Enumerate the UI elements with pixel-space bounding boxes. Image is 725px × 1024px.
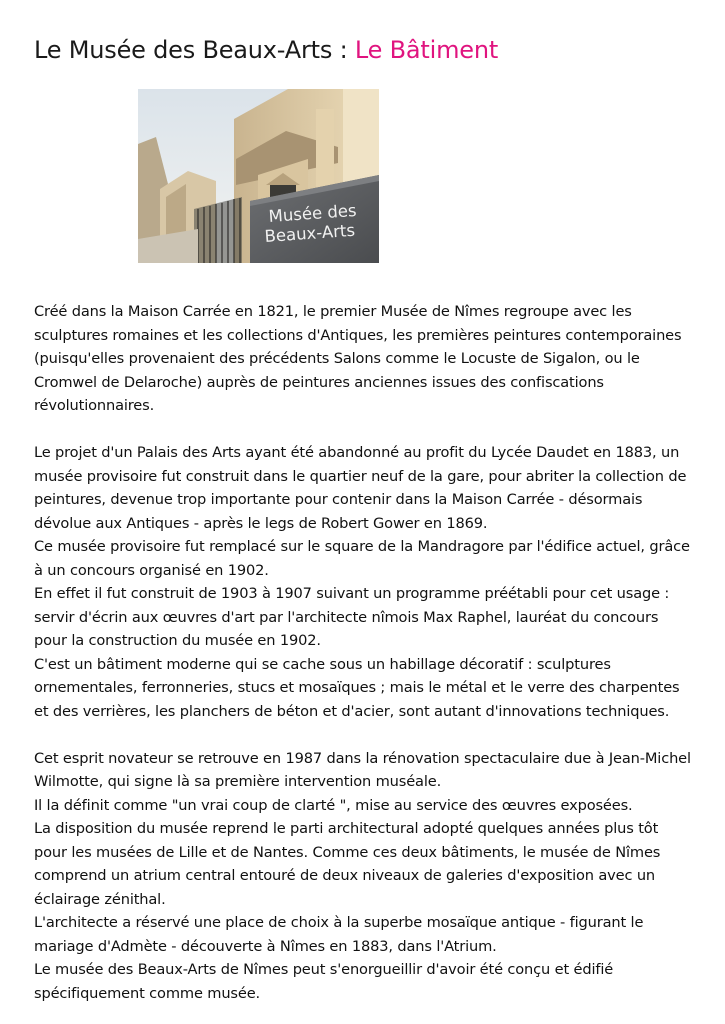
sign-line-1: Musée des <box>267 200 358 226</box>
paragraph-gap <box>34 418 694 442</box>
paragraph-8: La disposition du musée reprend le parti architectural adopté quelques années plus tôt pour les musées de Lille et de Nantes. Comme ces deux bâtiments, le musée de Nîmes comprend un atrium central entouré de deux niveaux de galeries d'exposition avec un éclairage zénithal. <box>34 820 661 908</box>
paragraph-10: Le musée des Beaux-Arts de Nîmes peut s'enorgueillir d'avoir été conçu et édifié spécifiquement comme musée. <box>34 961 614 1002</box>
page-title-accent: Le Bâtiment <box>354 36 499 64</box>
page-title-main: Le Musée des Beaux-Arts : <box>34 36 355 64</box>
sign-line-2: Beaux-Arts <box>263 220 356 246</box>
paragraph-5: C'est un bâtiment moderne qui se cache sous un habillage décoratif : sculptures ornementales, ferronneries, stucs et mosaïques ; mais le métal et le verre des charpentes et des verrières, les planchers de béton et d'acier, sont autant d'innovations techniques. <box>34 655 680 720</box>
paragraph-7: Il la définit comme "un vrai coup de clarté ", mise au service des œuvres exposées. <box>34 796 633 814</box>
paragraph-gap <box>34 723 694 747</box>
paragraph-6: Cet esprit novateur se retrouve en 1987 dans la rénovation spectaculaire due à Jean-Michel Wilmotte, qui signe là sa première intervention muséale. <box>34 749 691 790</box>
paragraph-9: L'architecte a réservé une place de choix à la superbe mosaïque antique - figurant le mariage d'Admète - découverte à Nîmes en 1883, dans l'Atrium. <box>34 914 644 955</box>
paragraph-2: Le projet d'un Palais des Arts ayant été abandonné au profit du Lycée Daudet en 1883, un musée provisoire fut construit dans le quartier neuf de la gare, pour abriter la collection de peintures, devenue trop importante pour contenir dans la Maison Carrée - désormais dévolue aux Antiques - après le legs de Robert Gower en 1869. <box>34 444 687 532</box>
paragraph-4: En effet il fut construit de 1903 à 1907 suivant un programme préétabli pour cet usage : servir d'écrin aux œuvres d'art par l'architecte nîmois Max Raphel, lauréat du concours pour la construction du musée en 1902. <box>34 585 670 649</box>
museum-building-photo <box>138 89 379 263</box>
article-body <box>34 300 694 1005</box>
paragraph-3: Ce musée provisoire fut remplacé sur le square de la Mandragore par l'édifice actuel, grâce à un concours organisé en 1902. <box>34 538 690 579</box>
page-title <box>34 34 498 66</box>
paragraph-1: Créé dans la Maison Carrée en 1821, le premier Musée de Nîmes regroupe avec les sculptures romaines et les collections d'Antiques, les premières peintures contemporaines (puisqu'elles provenaient des précédents Salons comme le Locuste de Sigalon, ou le Cromwel de Delaroche) auprès de peintures anciennes issues des confiscations révolutionnaires. <box>34 303 682 414</box>
